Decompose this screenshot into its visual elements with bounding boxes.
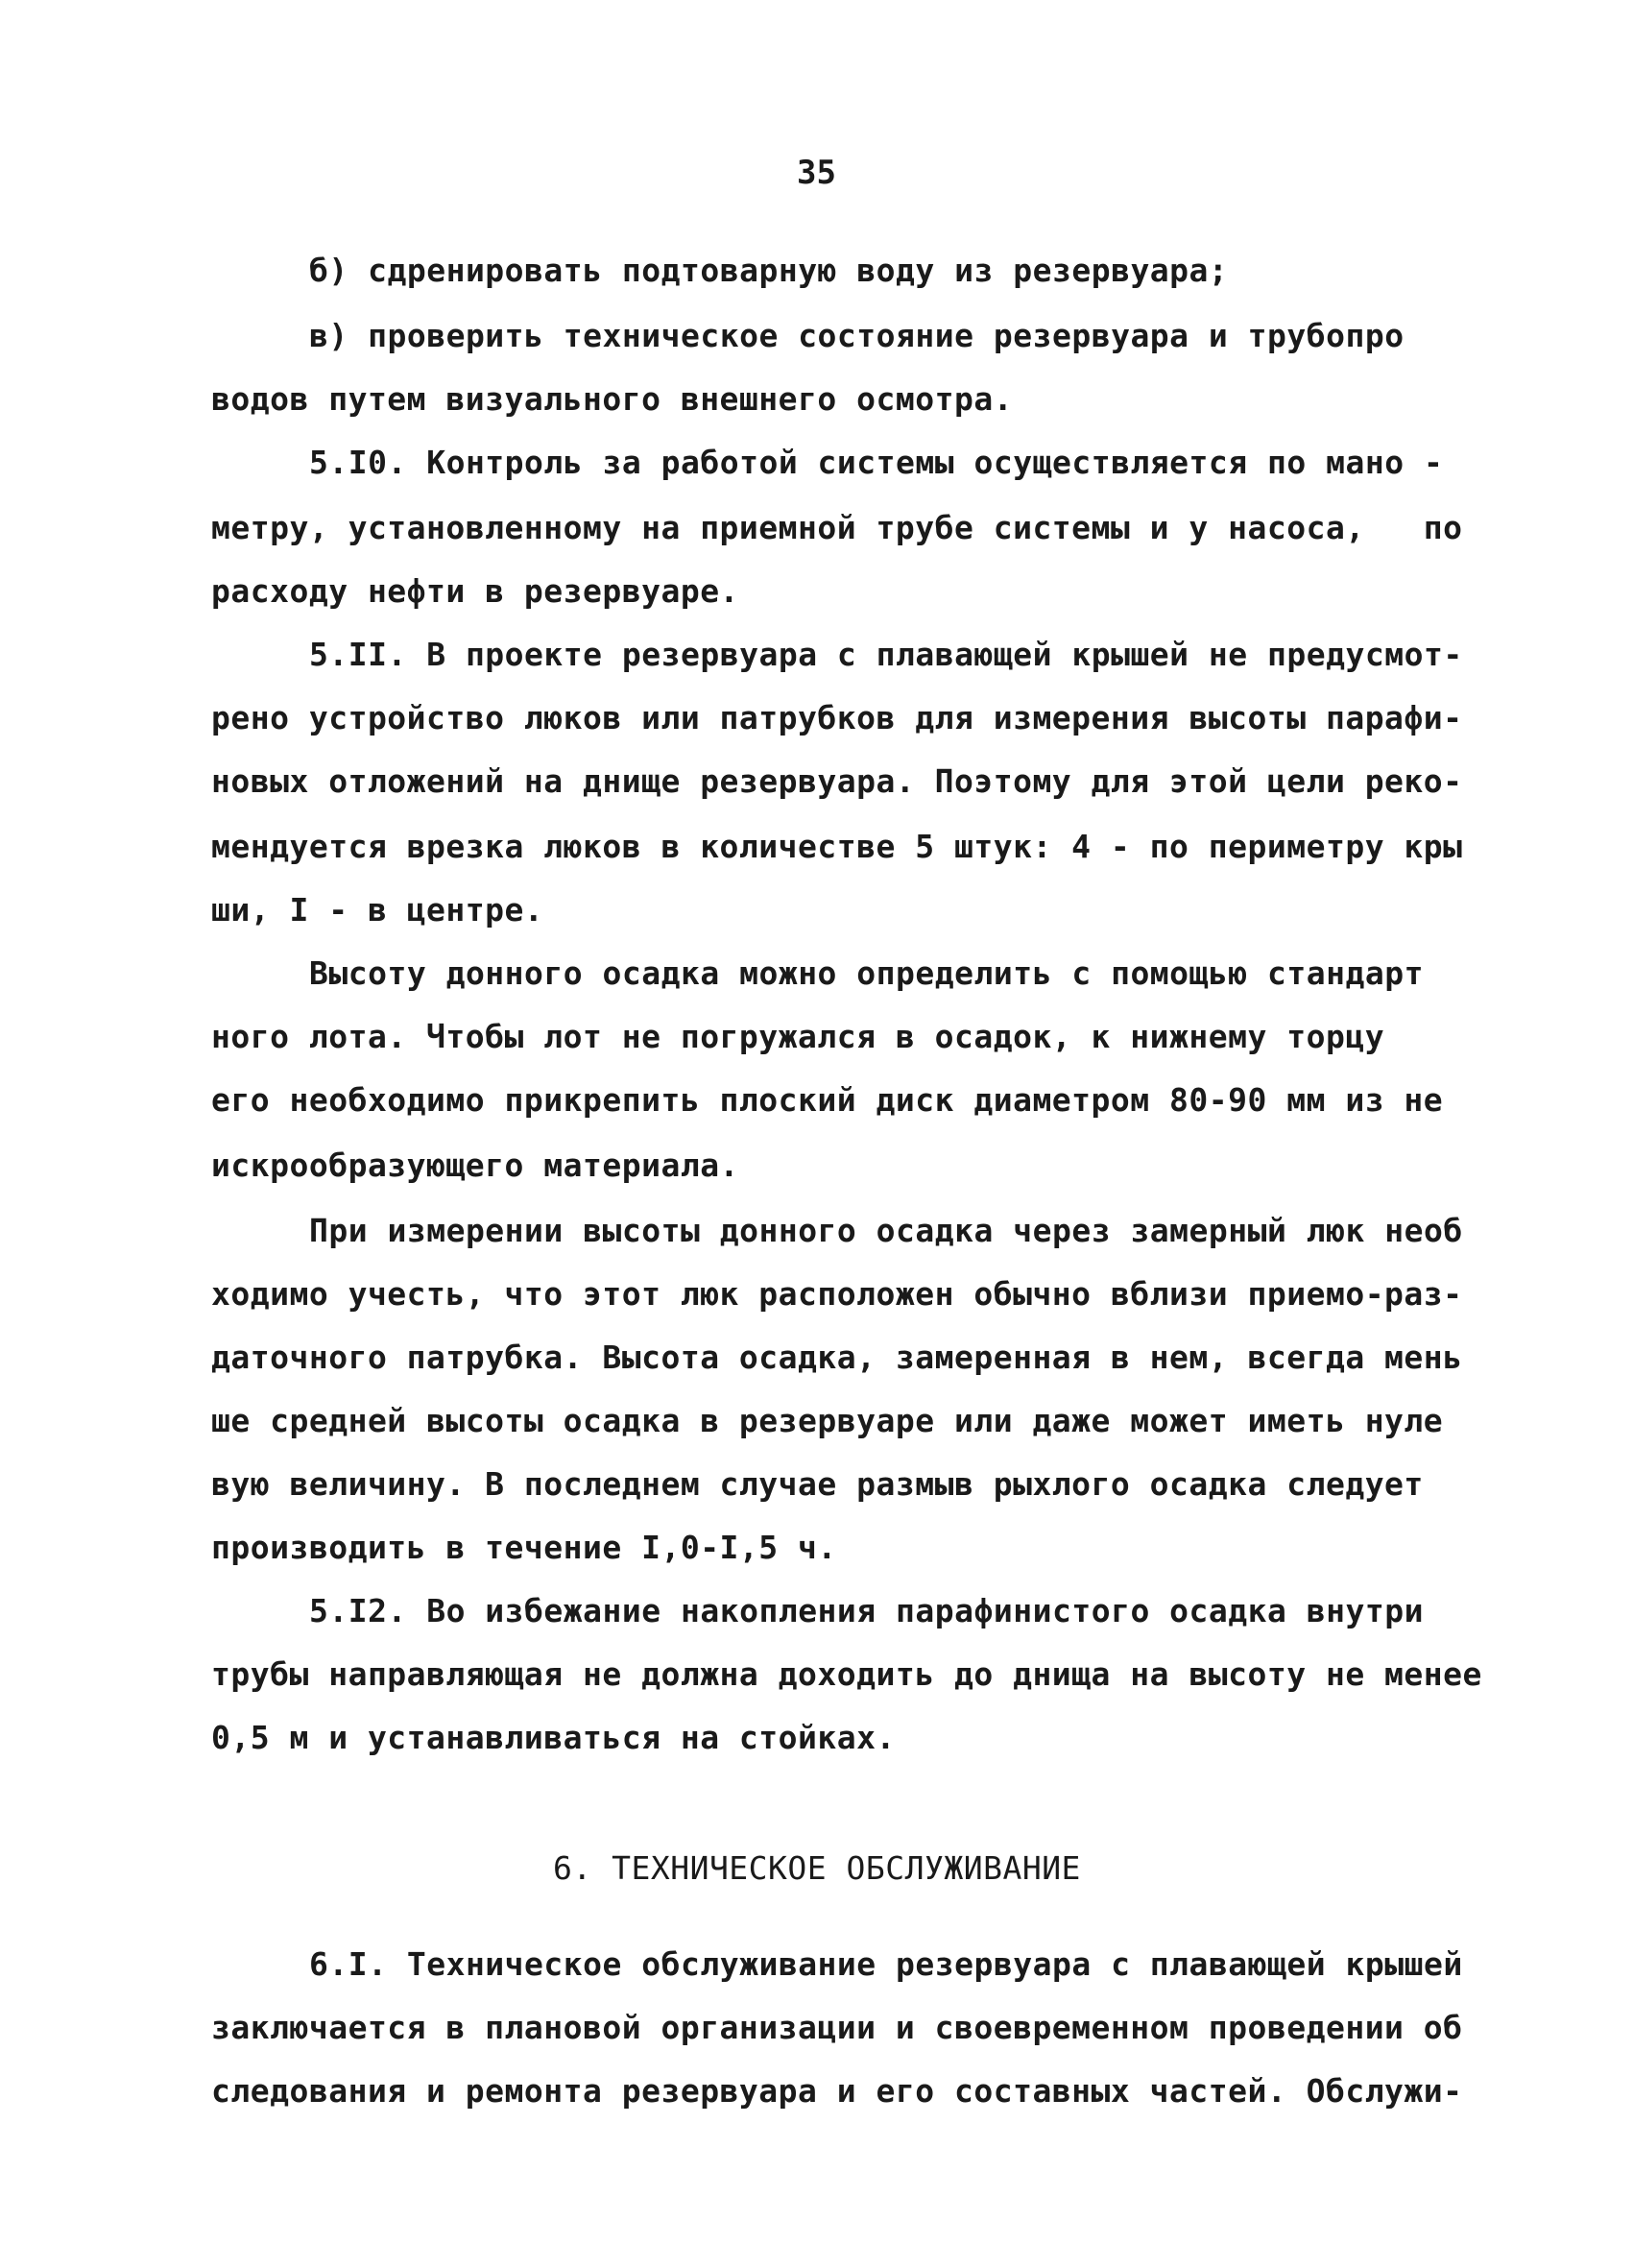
text-line: его необходимо прикрепить плоский диск диаметром 80-90 мм из не	[211, 1081, 1444, 1119]
text-line: метру, установленному на приемной трубе системы и у насоса, по	[211, 509, 1463, 546]
page-number: 35	[797, 154, 836, 192]
text-line: ходимо учесть, что этот люк расположен обычно вблизи приемо-раз-	[211, 1275, 1463, 1313]
text-line: в) проверить техническое состояние резервуара и трубопро	[309, 317, 1405, 354]
text-line: 0,5 м и устанавливаться на стойках.	[211, 1719, 896, 1756]
text-line: следования и ремонта резервуара и его составных частей. Обслужи-	[211, 2072, 1463, 2110]
text-line: новых отложений на днище резервуара. Поэтому для этой цели реко-	[211, 762, 1463, 800]
text-line: производить в течение I,0-I,5 ч.	[211, 1529, 837, 1566]
text-line: заключается в плановой организации и своевременном проведении об	[211, 2009, 1463, 2046]
section-heading: 6. ТЕХНИЧЕСКОЕ ОБСЛУЖИВАНИЕ	[553, 1849, 1081, 1887]
text-line: трубы направляющая не должна доходить до днища на высоту не менее	[211, 1655, 1482, 1693]
text-line: мендуется врезка люков в количестве 5 штук: 4 - по периметру кры	[211, 828, 1463, 865]
text-line: 5.I0. Контроль за работой системы осуществляется по мано -	[309, 444, 1444, 481]
text-line: 5.I2. Во избежание накопления парафинистого осадка внутри	[309, 1592, 1424, 1629]
text-line: даточного патрубка. Высота осадка, замеренная в нем, всегда мень	[211, 1339, 1463, 1376]
text-line: 6.I. Техническое обслуживание резервуара с плавающей крышей	[309, 1945, 1463, 1983]
text-line: водов путем визуального внешнего осмотра.	[211, 380, 1014, 418]
text-line: ши, I - в центре.	[211, 891, 544, 929]
text-line: Высоту донного осадка можно определить с помощью стандарт	[309, 954, 1424, 992]
text-line: При измерении высоты донного осадка через замерный люк необ	[309, 1212, 1463, 1249]
text-line: расходу нефти в резервуаре.	[211, 572, 739, 610]
text-line: рено устройство люков или патрубков для измерения высоты парафи-	[211, 699, 1463, 736]
text-line: искрообразующего материала.	[211, 1146, 739, 1184]
text-line: б) сдренировать подтоварную воду из резервуара;	[309, 252, 1229, 289]
text-line: вую величину. В последнем случае размыв рыхлого осадка следует	[211, 1465, 1424, 1503]
text-line: ного лота. Чтобы лот не погружался в осадок, к нижнему торцу	[211, 1018, 1385, 1055]
text-line: ше средней высоты осадка в резервуаре или даже может иметь нуле	[211, 1402, 1444, 1439]
text-line: 5.II. В проекте резервуара с плавающей крышей не предусмот-	[309, 636, 1463, 673]
